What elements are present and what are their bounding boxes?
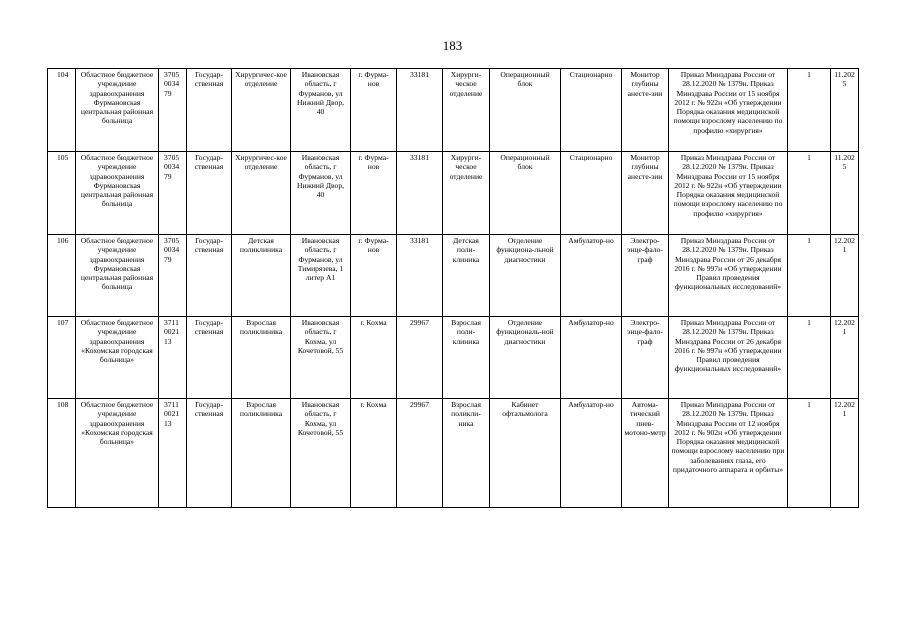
care-type: Амбулатор-но bbox=[561, 235, 622, 317]
equipment-name: Электро-энце-фало-граф bbox=[622, 235, 669, 317]
quantity: 1 bbox=[788, 152, 831, 235]
okato-code: 29967 bbox=[397, 317, 443, 399]
address: Ивановская область, г Фурманов, ул Нижний Двор, 40 bbox=[291, 152, 351, 235]
profile: Взрослая поли-клиника bbox=[443, 317, 490, 399]
regulatory-order: Приказ Минздрава России от 28.12.2020 № 1379н. Приказ Минздрава России от 12 ноября 2012 г. № 902н «Об утверждении Порядка оказания медицинской помощи взрослому населению при заболеваниях глаза, его придаточного аппарата и орбиты» bbox=[669, 399, 788, 508]
okato-code: 29967 bbox=[397, 399, 443, 508]
organization-name: Областное бюджетное учреждение здравоохранения Фурмановская центральная районная больница bbox=[76, 152, 159, 235]
ownership-form: Государ-ственная bbox=[187, 235, 232, 317]
okato-code: 33181 bbox=[397, 69, 443, 152]
organization-code: 3705 0034 79 bbox=[159, 152, 187, 235]
ownership-form: Государ-ственная bbox=[187, 152, 232, 235]
address: Ивановская область, г Фурманов, ул Тимирязева, 1 литер А1 bbox=[291, 235, 351, 317]
organization-name: Областное бюджетное учреждение здравоохранения Фурмановская центральная районная больница bbox=[76, 235, 159, 317]
profile: Детская поли-клиника bbox=[443, 235, 490, 317]
structural-unit: Детская поликлиника bbox=[232, 235, 291, 317]
equipment-name: Монитор глубины анесте-зии bbox=[622, 152, 669, 235]
address: Ивановская область, г Фурманов, ул Нижний Двор, 40 bbox=[291, 69, 351, 152]
ownership-form: Государ-ственная bbox=[187, 317, 232, 399]
table-row bbox=[48, 235, 859, 317]
organization-code: 3705 0034 79 bbox=[159, 69, 187, 152]
locality: г. Кохма bbox=[351, 399, 397, 508]
organization-code: 3711 0021 13 bbox=[159, 317, 187, 399]
table-row bbox=[48, 152, 859, 235]
address: Ивановская область, г Кохма, ул Кочетовой, 55 bbox=[291, 317, 351, 399]
equipment-name: Монитор глубины анесте-зии bbox=[622, 69, 669, 152]
profile: Взрослая поликли-ника bbox=[443, 399, 490, 508]
table-row bbox=[48, 399, 859, 508]
department: Операционный блок bbox=[490, 69, 561, 152]
regulatory-order: Приказ Минздрава России от 28.12.2020 № 1379н. Приказ Минздрава России от 15 ноября 2012 г. № 922н «Об утверждении Порядка оказания медицинской помощи взрослому населению по профилю «хирургия» bbox=[669, 152, 788, 235]
department: Отделение функциональ-ной диагностики bbox=[490, 317, 561, 399]
ownership-form: Государ-ственная bbox=[187, 69, 232, 152]
regulatory-order: Приказ Минздрава России от 28.12.2020 № 1379н. Приказ Минздрава России от 26 декабря 2016 г. № 997н «Об утверждении Правил проведения функциональных исследований» bbox=[669, 317, 788, 399]
okato-code: 33181 bbox=[397, 152, 443, 235]
table-row bbox=[48, 317, 859, 399]
okato-code: 33181 bbox=[397, 235, 443, 317]
department: Операционный блок bbox=[490, 152, 561, 235]
address: Ивановская область, г Кохма, ул Кочетовой, 55 bbox=[291, 399, 351, 508]
equipment-registry-table bbox=[47, 68, 859, 508]
regulatory-order: Приказ Минздрава России от 28.12.2020 № 1379н. Приказ Минздрава России от 15 ноября 2012 г. № 922н «Об утверждении Порядка оказания медицинской помощи взрослому населению по профилю «хирургия» bbox=[669, 69, 788, 152]
department: Отделение функциона-льной диагностики bbox=[490, 235, 561, 317]
ownership-form: Государ-ственная bbox=[187, 399, 232, 508]
structural-unit: Взрослая поликлиника bbox=[232, 399, 291, 508]
row-number: 107 bbox=[48, 317, 76, 399]
organization-name: Областное бюджетное учреждение здравоохранения «Кохомская городская больница» bbox=[76, 399, 159, 508]
care-type: Амбулатор-но bbox=[561, 399, 622, 508]
equipment-name: Электро-энце-фало-граф bbox=[622, 317, 669, 399]
quantity: 1 bbox=[788, 317, 831, 399]
table-row bbox=[48, 69, 859, 152]
profile: Хирурги-ческое отделение bbox=[443, 152, 490, 235]
locality: г. Кохма bbox=[351, 317, 397, 399]
quantity: 1 bbox=[788, 235, 831, 317]
care-type: Амбулатор-но bbox=[561, 317, 622, 399]
profile: Хирурги-ческое отделение bbox=[443, 69, 490, 152]
row-number: 105 bbox=[48, 152, 76, 235]
organization-name: Областное бюджетное учреждение здравоохранения «Кохомская городская больница» bbox=[76, 317, 159, 399]
care-type: Стационарно bbox=[561, 69, 622, 152]
row-number: 104 bbox=[48, 69, 76, 152]
organization-code: 3705 0034 79 bbox=[159, 235, 187, 317]
equipment-name: Автома-тический пнев-мотоно-метр bbox=[622, 399, 669, 508]
page-number: 183 bbox=[442, 38, 463, 53]
structural-unit: Взрослая поликлиника bbox=[232, 317, 291, 399]
organization-code: 3711 0021 13 bbox=[159, 399, 187, 508]
quantity: 1 bbox=[788, 69, 831, 152]
delivery-date: 12.2021 bbox=[831, 317, 859, 399]
structural-unit: Хирургичес-кое отделение bbox=[232, 69, 291, 152]
delivery-date: 11.2025 bbox=[831, 152, 859, 235]
delivery-date: 12.2021 bbox=[831, 235, 859, 317]
regulatory-order: Приказ Минздрава России от 28.12.2020 № 1379н. Приказ Минздрава России от 26 декабря 2016 г. № 997н «Об утверждении Правил проведения функциональных исследований» bbox=[669, 235, 788, 317]
locality: г. Фурма-нов bbox=[351, 69, 397, 152]
department: Кабинет офтальмолога bbox=[490, 399, 561, 508]
quantity: 1 bbox=[788, 399, 831, 508]
organization-name: Областное бюджетное учреждение здравоохранения Фурмановская центральная районная больница bbox=[76, 69, 159, 152]
locality: г. Фурма-нов bbox=[351, 152, 397, 235]
care-type: Стационарно bbox=[561, 152, 622, 235]
delivery-date: 11.2025 bbox=[831, 69, 859, 152]
row-number: 108 bbox=[48, 399, 76, 508]
delivery-date: 12.2021 bbox=[831, 399, 859, 508]
structural-unit: Хирургичес-кое отделение bbox=[232, 152, 291, 235]
locality: г. Фурма-нов bbox=[351, 235, 397, 317]
row-number: 106 bbox=[48, 235, 76, 317]
